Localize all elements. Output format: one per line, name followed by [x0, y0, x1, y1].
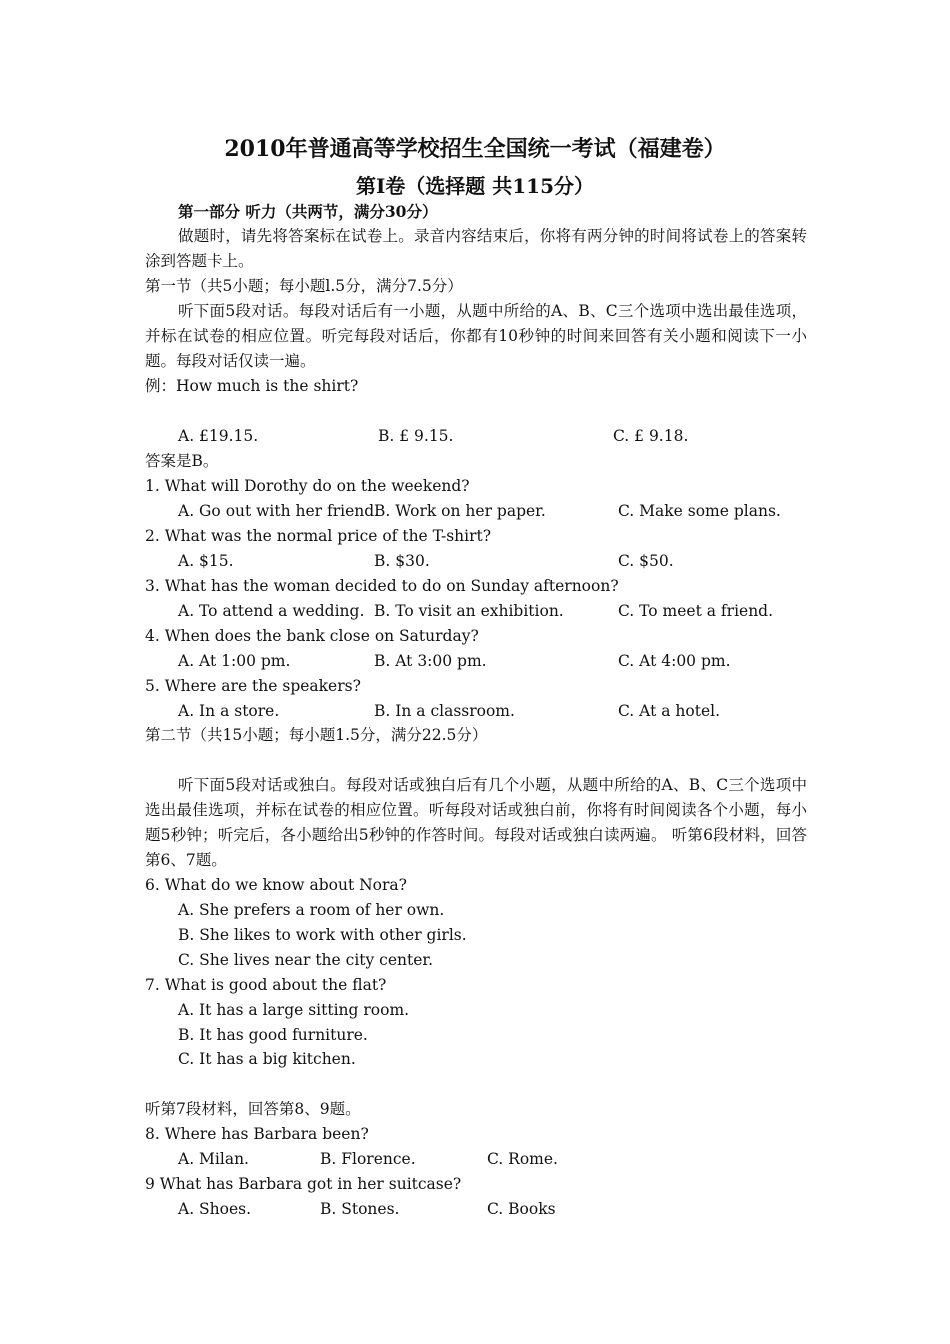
question-6-option-c: C. She lives near the city center. — [178, 951, 434, 969]
question-9-option-c: C. Books — [487, 1200, 556, 1218]
question-1-option-c: C. Make some plans. — [618, 502, 781, 520]
material-7-instruction: 听第7段材料，回答第8、9题。 — [145, 1100, 361, 1118]
question-5-option-c: C. At a hotel. — [618, 702, 721, 720]
question-3-option-b: B. To visit an exhibition. — [374, 602, 564, 620]
question-8: 8. Where has Barbara been? — [145, 1125, 369, 1143]
question-4: 4. When does the bank close on Saturday? — [145, 627, 479, 645]
question-6-option-a: A. She prefers a room of her own. — [178, 901, 445, 919]
question-7: 7. What is good about the flat? — [145, 976, 387, 994]
example-option-a: A. £19.15. — [178, 427, 259, 445]
example-answer: 答案是B。 — [145, 452, 219, 470]
question-8-option-b: B. Florence. — [320, 1150, 416, 1168]
section2-heading: 第二节（共15小题；每小题1.5分，满分22.5分） — [145, 726, 488, 744]
question-2-option-c: C. $50. — [618, 552, 674, 570]
question-7-option-a: A. It has a large sitting room. — [178, 1001, 410, 1019]
question-2: 2. What was the normal price of the T-shirt? — [145, 527, 492, 545]
question-9: 9 What has Barbara got in her suitcase? — [145, 1175, 462, 1193]
volume-subtitle: 第I卷（选择题 共115分） — [355, 174, 595, 198]
question-4-option-b: B. At 3:00 pm. — [374, 652, 487, 670]
question-2-option-b: B. $30. — [374, 552, 430, 570]
question-2-option-a: A. $15. — [178, 552, 234, 570]
part1-heading: 第一部分 听力（共两节，满分30分） — [178, 202, 438, 221]
question-6-option-b: B. She likes to work with other girls. — [178, 926, 467, 944]
question-5-option-a: A. In a store. — [178, 702, 280, 720]
question-5-option-b: B. In a classroom. — [374, 702, 515, 720]
exam-title: 2010年普通高等学校招生全国统一考试（福建卷） — [224, 136, 726, 162]
question-1-option-b: B. Work on her paper. — [374, 502, 546, 520]
question-8-option-c: C. Rome. — [487, 1150, 558, 1168]
question-3-option-a: A. To attend a wedding. — [178, 602, 365, 620]
question-7-option-b: B. It has good furniture. — [178, 1026, 368, 1044]
question-6: 6. What do we know about Nora? — [145, 876, 407, 894]
question-7-option-c: C. It has a big kitchen. — [178, 1050, 356, 1068]
question-4-option-a: A. At 1:00 pm. — [178, 652, 291, 670]
question-3: 3. What has the woman decided to do on Sunday afternoon? — [145, 577, 619, 595]
question-9-option-a: A. Shoes. — [178, 1200, 252, 1218]
question-3-option-c: C. To meet a friend. — [618, 602, 774, 620]
section2-instruction: 听下面5段对话或独白。每段对话或独白后有几个小题，从题中所给的A、B、C三个选项中选出最佳选项，并标在试卷的相应位置。听每段对话或独白前，你将有时间阅读各个小题，每小题5秒钟；听完后，各小题给出5秒钟的作答时间。每段对话或独白读两遍。 听第6段材料，回答第6、7题。 — [145, 776, 807, 869]
part1-instruction: 做题时，请先将答案标在试卷上。录音内容结束后，你将有两分钟的时间将试卷上的答案转涂到答题卡上。 — [145, 227, 807, 270]
question-9-option-b: B. Stones. — [320, 1200, 400, 1218]
question-5: 5. Where are the speakers? — [145, 677, 361, 695]
section1-heading: 第一节（共5小题；每小题l.5分，满分7.5分） — [145, 277, 463, 295]
example-question: 例：How much is the shirt? — [145, 377, 359, 395]
question-1-option-a: A. Go out with her friend. — [178, 502, 380, 520]
question-4-option-c: C. At 4:00 pm. — [618, 652, 731, 670]
question-1: 1. What will Dorothy do on the weekend? — [145, 477, 470, 495]
section1-instruction: 听下面5段对话。每段对话后有一小题，从题中所给的A、B、C三个选项中选出最佳选项，并标在试卷的相应位置。听完每段对话后，你都有10秒钟的时间来回答有关小题和阅读下一小题。每段对话仅读一遍。 — [145, 302, 807, 370]
example-option-c: C. £ 9.18. — [613, 427, 689, 445]
question-8-option-a: A. Milan. — [178, 1150, 249, 1168]
example-option-b: B. £ 9.15. — [378, 427, 454, 445]
